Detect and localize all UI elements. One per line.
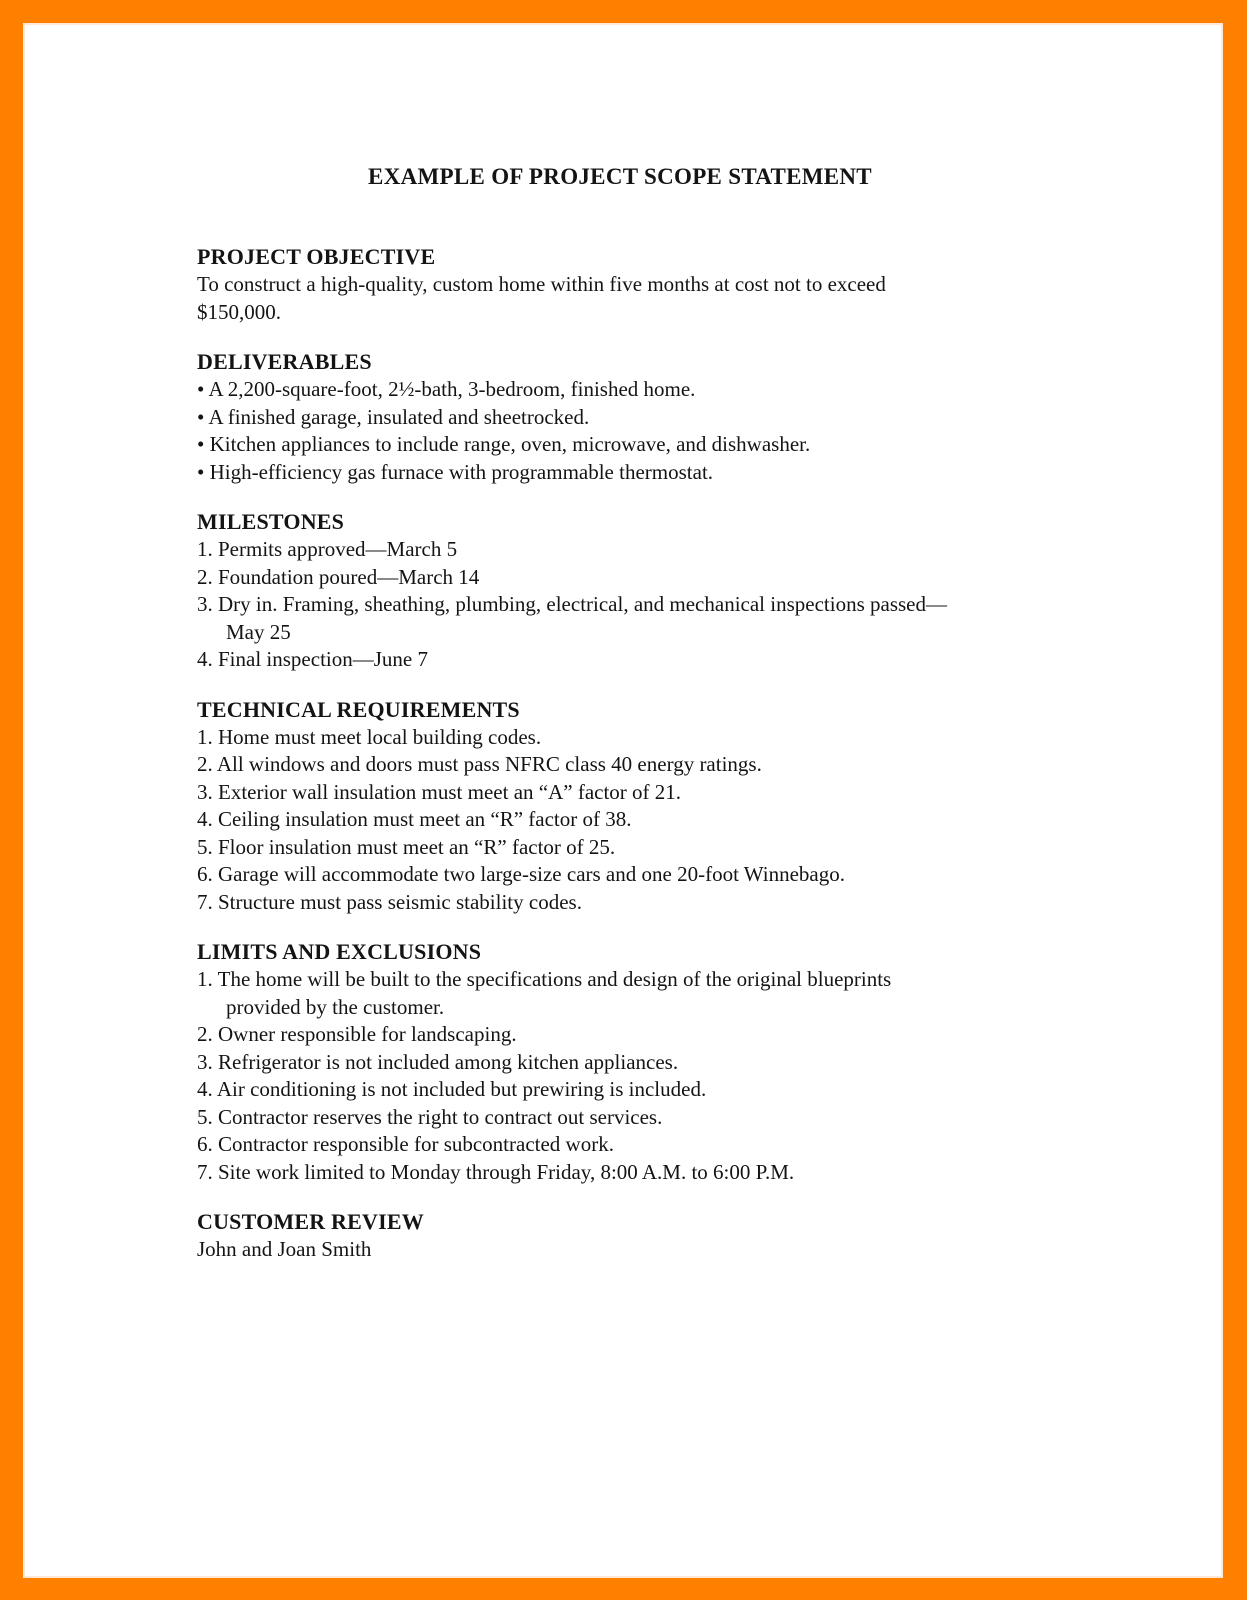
text-line: 3. Refrigerator is not included among kitchen appliances.	[197, 1049, 679, 1074]
text-line: provided by the customer.	[226, 994, 445, 1019]
text-line: 2. Foundation poured—March 14	[197, 564, 480, 589]
text-line: • High-efficiency gas furnace with programmable thermostat.	[197, 459, 714, 484]
text-line: $150,000.	[197, 299, 281, 324]
text-line: 7. Site work limited to Monday through Friday, 8:00 A.M. to 6:00 P.M.	[197, 1159, 795, 1184]
text-line: John and Joan Smith	[197, 1237, 372, 1261]
section-heading: MILESTONES	[197, 509, 345, 534]
section-heading: CUSTOMER REVIEW	[197, 1209, 424, 1234]
text-line: 1. The home will be built to the specifications and design of the original blueprints	[197, 967, 892, 991]
text-line: 7. Structure must pass seismic stability codes.	[197, 889, 582, 914]
text-line: • Kitchen appliances to include range, oven, microwave, and dishwasher.	[197, 432, 811, 456]
text-line: • A 2,200-square-foot, 2½-bath, 3-bedroom, finished home.	[197, 377, 696, 401]
text-line: 3. Exterior wall insulation must meet an “A” factor of 21.	[197, 779, 682, 804]
text-line: 2. All windows and doors must pass NFRC class 40 energy ratings.	[197, 752, 762, 776]
text-line: 5. Contractor reserves the right to contract out services.	[197, 1104, 663, 1129]
text-line: 4. Ceiling insulation must meet an “R” factor of 38.	[197, 807, 632, 831]
document-sections	[197, 243, 1043, 1264]
section-project-objective	[197, 243, 1043, 326]
section-technical-requirements	[197, 696, 1043, 917]
section-customer-review	[197, 1208, 1043, 1264]
section-milestones	[197, 508, 1043, 674]
text-line: 2. Owner responsible for landscaping.	[197, 1022, 517, 1046]
section-heading: LIMITS AND EXCLUSIONS	[197, 939, 482, 964]
document-sheet	[23, 23, 1223, 1578]
section-heading: DELIVERABLES	[197, 349, 372, 374]
text-line: To construct a high-quality, custom home within five months at cost not to exceed	[197, 272, 886, 296]
section-heading: TECHNICAL REQUIREMENTS	[197, 696, 520, 722]
section-limits-and-exclusions	[197, 938, 1043, 1186]
text-line: 4. Air conditioning is not included but prewiring is included.	[197, 1077, 707, 1101]
text-line: 6. Contractor responsible for subcontracted work.	[197, 1132, 614, 1156]
text-line: • A finished garage, insulated and sheetrocked.	[197, 404, 590, 429]
text-line: 3. Dry in. Framing, sheathing, plumbing, electrical, and mechanical inspections passed—	[197, 592, 947, 616]
text-line: 4. Final inspection—June 7	[197, 647, 428, 671]
text-line: May 25	[226, 619, 291, 644]
text-line: 1. Permits approved—March 5	[197, 537, 458, 561]
document-content	[23, 163, 1223, 1264]
text-line: 5. Floor insulation must meet an “R” factor of 25.	[197, 834, 616, 859]
text-line: 1. Home must meet local building codes.	[197, 724, 542, 749]
document-title: EXAMPLE OF PROJECT SCOPE STATEMENT	[368, 164, 872, 189]
text-line: 6. Garage will accommodate two large-size cars and one 20-foot Winnebago.	[197, 862, 845, 886]
section-deliverables	[197, 348, 1043, 486]
section-heading: PROJECT OBJECTIVE	[197, 244, 436, 269]
